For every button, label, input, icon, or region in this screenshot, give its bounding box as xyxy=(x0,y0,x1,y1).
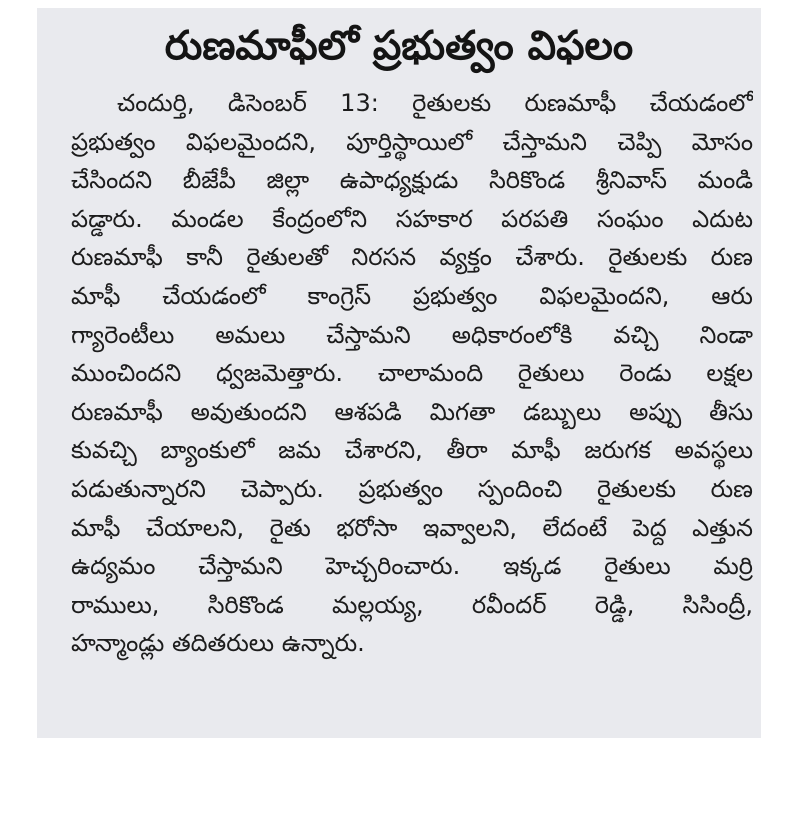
article-line: పడ్డారు. మండల కేంద్రంలోని సహకార పరపతి సంఘం ఎదుట xyxy=(71,204,753,233)
news-clipping xyxy=(37,8,761,738)
article-line: గ్యారెంటీలు అమలు చేస్తామని అధికారంలోకి వచ్చి నిండా xyxy=(71,320,753,349)
article-line: మాఫీ చేయడంలో కాంగ్రెస్ ప్రభుత్వం విఫలమైందని, ఆరు xyxy=(71,281,753,310)
article-line: చందుర్తి, డిసెంబర్ 13: రైతులకు రుణమాఫీ చేయడంలో xyxy=(117,89,753,117)
headline: రుణమాఫీలో ప్రభుత్వం విఫలం xyxy=(164,23,634,69)
article-line: రాములు, సిరికొండ మల్లయ్య, రవీందర్ రెడ్డి, సిసింద్రీ, xyxy=(71,590,753,619)
article-line: పడుతున్నారని చెప్పారు. ప్రభుత్వం స్పందించి రైతులకు రుణ xyxy=(71,474,753,503)
article-line: చేసిందని బీజేపీ జిల్లా ఉపాధ్యక్షుడు సిరికొండ శ్రీనివాస్ మండి xyxy=(71,166,753,195)
article-line: రుణమాఫీ కానీ రైతులతో నిరసన వ్యక్తం చేశారు. రైతులకు రుణ xyxy=(71,243,753,272)
article-line: కువచ్చి బ్యాంకులో జమ చేశారని, తీరా మాఫీ జరుగక అవస్థలు xyxy=(71,436,753,465)
article-line: హన్మాండ్లు తదితరులు ఉన్నారు. xyxy=(71,629,365,658)
article-body xyxy=(71,84,753,663)
article-line: ప్రభుత్వం విఫలమైందని, పూర్తిస్థాయిలో చేస్తామని చెప్పి మోసం xyxy=(71,127,753,156)
article-line: రుణమాఫీ అవుతుందని ఆశపడి మిగతా డబ్బులు అప్పు తీసు xyxy=(71,397,753,426)
article-line: ముంచిందని ధ్వజమెత్తారు. చాలామంది రైతులు రెండు లక్షల xyxy=(71,359,753,388)
article-line: ఉద్యమం చేస్తామని హెచ్చరించారు. ఇక్కడ రైతులు మర్రి xyxy=(71,552,753,581)
article-line: మాఫీ చేయాలని, రైతు భరోసా ఇవ్వాలని, లేదంటే పెద్ద ఎత్తున xyxy=(71,513,753,542)
